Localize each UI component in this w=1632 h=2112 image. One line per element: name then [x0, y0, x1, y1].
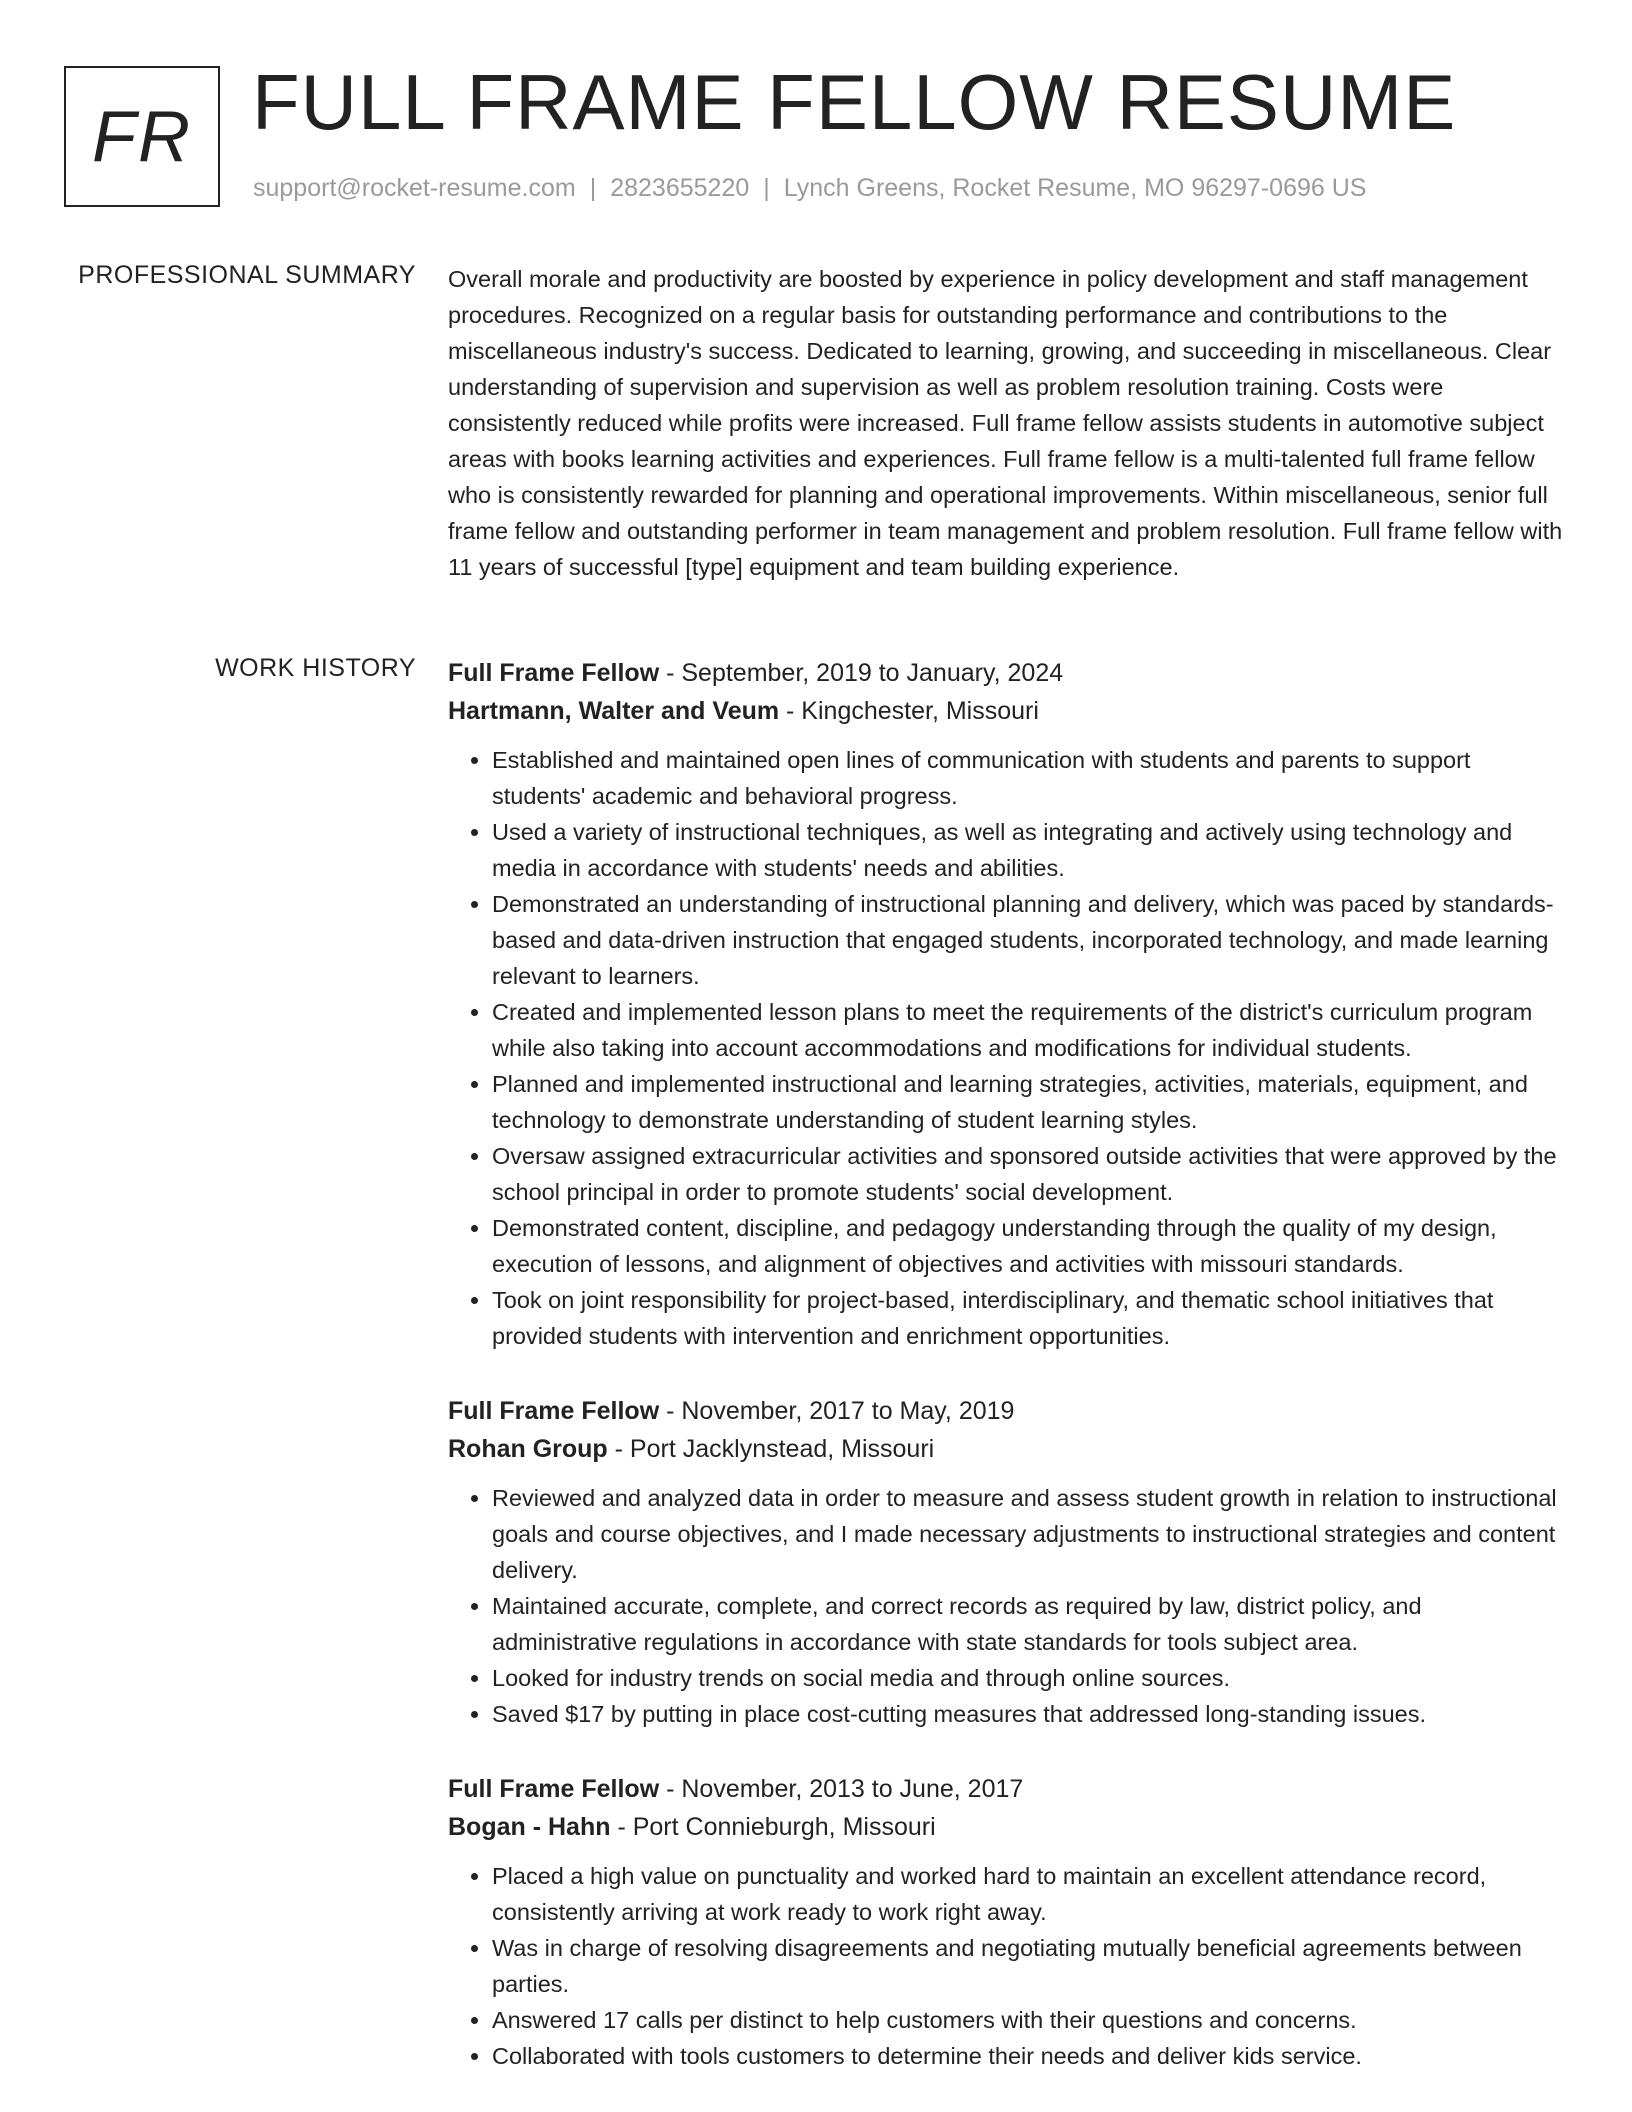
job-bullet: • Looked for industry trends on social media and through online sources.: [492, 1660, 1568, 1696]
job-title: Full Frame Fellow: [448, 1397, 660, 1425]
job-entry: [448, 654, 1568, 1354]
contact-separator: |: [763, 174, 770, 202]
job-bullet: • Oversaw assigned extracurricular activities and sponsored outside activities that were approved by the school principal in order to promote students' social development.: [492, 1138, 1568, 1210]
job-title: Full Frame Fellow: [448, 1775, 660, 1803]
job-company-line: [448, 1430, 1568, 1468]
contact-email: support@rocket-resume.com: [253, 174, 576, 202]
job-title-line: [448, 1770, 1568, 1808]
job-bullets: [448, 1858, 1568, 2074]
job-dates: - November, 2017 to May, 2019: [659, 1397, 1015, 1425]
job-bullets: [448, 742, 1568, 1354]
monogram-initials: FR: [92, 96, 192, 177]
job-bullets: [448, 1480, 1568, 1732]
job-title: Full Frame Fellow: [448, 659, 660, 687]
job-company: Hartmann, Walter and Veum: [448, 697, 780, 725]
job-bullet: • Answered 17 calls per distinct to help customers with their questions and concerns.: [492, 2002, 1568, 2038]
job-company: Rohan Group: [448, 1435, 608, 1463]
contact-phone: 2823655220: [610, 174, 750, 202]
job-entry: [448, 1392, 1568, 1732]
job-bullet: • Took on joint responsibility for project-based, interdisciplinary, and thematic school initiatives that provided students with intervention and enrichment opportunities.: [492, 1282, 1568, 1354]
job-company: Bogan - Hahn: [448, 1813, 611, 1841]
job-bullet: • Collaborated with tools customers to determine their needs and deliver kids service.: [492, 2038, 1568, 2074]
job-bullet: • Demonstrated an understanding of instructional planning and delivery, which was paced by standards-based and data-driven instruction that engaged students, incorporated technology, and made learning relevant to learners.: [492, 886, 1568, 994]
job-bullet: • Was in charge of resolving disagreements and negotiating mutually beneficial agreements between parties.: [492, 1930, 1568, 2002]
resume-title: FULL FRAME FELLOW RESUME: [252, 58, 1457, 146]
job-company-line: [448, 1808, 1568, 1846]
contact-line: [253, 174, 1366, 203]
contact-separator: |: [589, 174, 597, 202]
job-bullet: • Saved $17 by putting in place cost-cutting measures that addressed long-standing issues.: [492, 1696, 1568, 1732]
summary-text: Overall morale and productivity are boosted by experience in policy development and staff management procedures. Recognized on a regular basis for outstanding performance and contributions to the miscellaneous industry's success. Dedicated to learning, growing, and succeeding in miscellaneous. Clear understanding of supervision and supervision as well as problem resolution training. Costs were consistently reduced while profits were increased. Full frame fellow assists students in automotive subject areas with books learning activities and experiences. Full frame fellow is a multi-talented full frame fellow who is consistently rewarded for planning and operational improvements. Within miscellaneous, senior full frame fellow and outstanding performer in team management and problem resolution. Full frame fellow with 11 years of successful [type] equipment and team building experience.: [448, 266, 1563, 580]
job-location: - Port Connieburgh, Missouri: [610, 1813, 936, 1841]
job-bullet: • Reviewed and analyzed data in order to measure and assess student growth in relation to instructional goals and course objectives, and I made necessary adjustments to instructional strategies and content delivery.: [492, 1480, 1568, 1588]
monogram-box: [64, 66, 220, 207]
job-bullet: • Used a variety of instructional techniques, as well as integrating and actively using technology and media in accordance with students' needs and abilities.: [492, 814, 1568, 886]
job-title-line: [448, 1392, 1568, 1430]
summary-body: [448, 261, 1568, 585]
job-bullet: • Placed a high value on punctuality and worked hard to maintain an excellent attendance record, consistently arriving at work ready to work right away.: [492, 1858, 1568, 1930]
job-entry: [448, 1770, 1568, 2074]
job-bullet: • Planned and implemented instructional and learning strategies, activities, materials, equipment, and technology to demonstrate understanding of student learning styles.: [492, 1066, 1568, 1138]
job-location: - Port Jacklynstead, Missouri: [607, 1435, 935, 1463]
job-title-line: [448, 654, 1568, 692]
contact-address: Lynch Greens, Rocket Resume, MO 96297-0696 US: [783, 174, 1367, 202]
job-bullet: • Demonstrated content, discipline, and pedagogy understanding through the quality of my design, execution of lessons, and alignment of objectives and activities with missouri standards.: [492, 1210, 1568, 1282]
job-bullet: • Created and implemented lesson plans to meet the requirements of the district's curriculum program while also taking into account accommodations and modifications for individual students.: [492, 994, 1568, 1066]
work-history-body: [448, 654, 1568, 2112]
job-bullet: • Established and maintained open lines of communication with students and parents to support students' academic and behavioral progress.: [492, 742, 1568, 814]
work-history-heading: WORK HISTORY: [215, 654, 416, 682]
job-dates: - November, 2013 to June, 2017: [659, 1775, 1024, 1803]
job-dates: - September, 2019 to January, 2024: [659, 659, 1064, 687]
job-company-line: [448, 692, 1568, 730]
job-location: - Kingchester, Missouri: [779, 697, 1039, 725]
job-bullet: • Maintained accurate, complete, and correct records as required by law, district policy, and administrative regulations in accordance with state standards for tools subject area.: [492, 1588, 1568, 1660]
summary-heading: PROFESSIONAL SUMMARY: [78, 261, 416, 289]
